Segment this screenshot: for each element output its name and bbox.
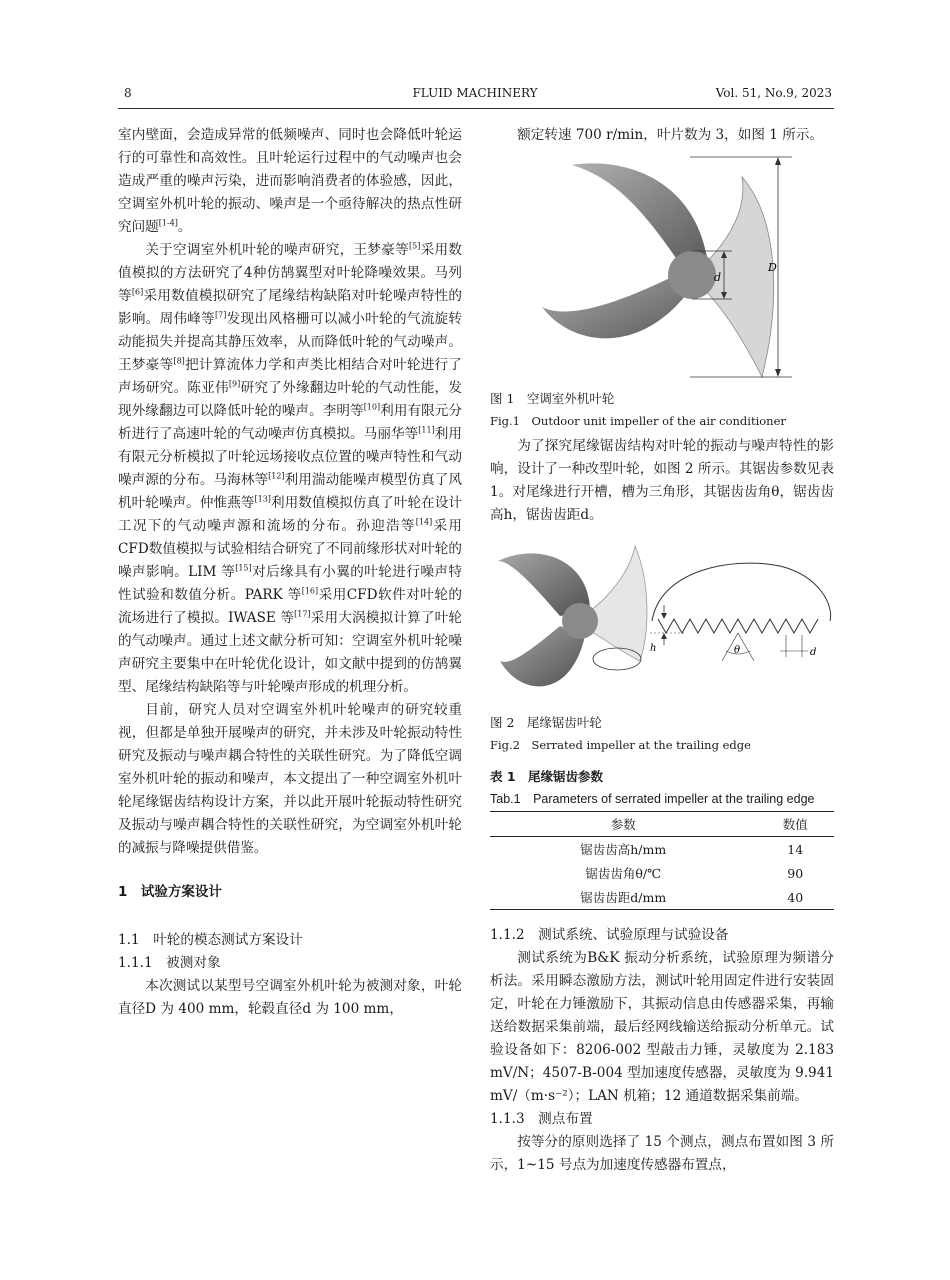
citation-ref: [13] xyxy=(254,494,271,504)
text-segment: 对后缘具有小翼的叶轮进行噪声特性试验和数值分析。PARK 等 xyxy=(118,564,463,603)
paragraph-1: 室内壁面，会造成异常的低频噪声、同时也会降低叶轮运行的可靠性和高效性。且叶轮运行过程中的气动噪声也会造成严重的噪声污染，进而影响消费者的体验感，因此，空调室外机叶轮的振动、噪声是一个亟待解决的热点性研究问题[1-4]。 xyxy=(118,127,462,235)
table-row: 锯齿齿角θ/℃ 90 xyxy=(585,865,804,881)
text-segment: 发现出风格栅可以减小叶轮的气流旋转动能损失并提高其静压效率，从而降低叶轮的气动噪声。王梦豪等 xyxy=(118,311,463,373)
paragraph-r4: 按等分的原则选择了 15 个测点，测点布置如图 3 所示，1~15 号点为加速度传感器布置点， xyxy=(490,1134,834,1173)
figure-1-caption-cn: 图 1 空调室外机叶轮 xyxy=(490,391,615,406)
text-segment: 利用数值模拟仿真了叶轮在设计工况下的气动噪声源和流场的分布。孙迎浩等 xyxy=(118,495,463,534)
label-hub-d: d xyxy=(714,271,722,284)
section-1-1-heading: 1.1 叶轮的模态测试方案设计 xyxy=(118,932,303,948)
right-column xyxy=(490,124,834,1177)
paragraph-2 xyxy=(118,239,462,699)
citation-ref: [16] xyxy=(301,586,319,596)
paragraph-r1: 额定转速 700 r/min，叶片数为 3，如图 1 所示。 xyxy=(517,127,824,143)
table-header-row xyxy=(490,812,834,837)
table-row: 锯齿齿距d/mm 40 xyxy=(490,885,834,910)
text-segment: 利用有限元分析进行了高速叶轮的气动噪声仿真模拟。马丽华等 xyxy=(118,403,463,442)
header-rule xyxy=(118,108,834,109)
citation-ref: [8] xyxy=(173,356,185,366)
journal-title: FLUID MACHINERY xyxy=(412,86,538,100)
figure-1-impeller xyxy=(532,147,792,387)
citation-ref: [11] xyxy=(418,425,435,435)
text-segment: 把计算流体力学和声类比相结合对叶轮进行了声场研究。陈亚伟 xyxy=(118,357,463,396)
text-segment: 采用CFD软件对叶轮的流场进行了模拟。IWASE 等 xyxy=(118,587,462,626)
section-1-heading: 1 试验方案设计 xyxy=(118,884,222,900)
table-header-value: 数值 xyxy=(782,816,808,832)
blade-top xyxy=(572,163,707,267)
table-1-title-en: Tab.1 Parameters of serrated impeller at the trailing edge xyxy=(490,792,815,806)
citation-ref: [10] xyxy=(363,402,381,412)
figure-2-serrated-impeller xyxy=(490,541,834,701)
table-1 xyxy=(490,811,834,910)
text-segment: 采用大涡模拟计算了叶轮的气动噪声。通过上述文献分析可知：空调室外机叶轮噪声研究主要集中在叶轮优化设计，如文献中提到的仿鹄翼型、尾缘结构缺陷等与叶轮噪声形成的机理分析。 xyxy=(118,610,462,695)
text-segment: 关于空调室外机叶轮的噪声研究，王梦豪等 xyxy=(145,242,409,258)
label-height-h: h xyxy=(650,643,657,654)
citation-ref: [17] xyxy=(294,609,311,619)
figure-1-caption-en: Fig.1 Outdoor unit impeller of the air conditioner xyxy=(490,414,786,428)
table-header-param: 参数 xyxy=(610,816,636,832)
page-number: 8 xyxy=(124,86,132,100)
left-column xyxy=(118,124,462,1021)
citation-ref: [14] xyxy=(415,517,433,527)
paragraph-3: 目前，研究人员对空调室外机叶轮噪声的研究较重视，但都是单独开展噪声的研究，并未涉及叶轮振动特性研究及振动与噪声耦合特性的关联性研究。为了降低空调室外机叶轮的振动和噪声，本文提出了一种空调室外机叶轮尾缘锯齿结构设计方案，并以此开展叶轮振动特性研究及振动与噪声耦合特性的关联性研究，为空调室外机叶轮的减振与降噪提供借鉴。 xyxy=(118,702,462,856)
paragraph-r2: 为了探究尾缘锯齿结构对叶轮的振动与噪声特性的影响，设计了一种改型叶轮，如图 2 所示。其锯齿参数见表 1。对尾缘进行开槽，槽为三角形，其锯齿齿角θ，锯齿齿高h，锯齿齿距d。 xyxy=(490,438,834,523)
section-1-1-1-heading: 1.1.1 被测对象 xyxy=(118,955,221,971)
text-segment: 研究了外缘翻边叶轮的气动性能，发现外缘翻边可以降低叶轮的噪声。李明等 xyxy=(118,380,463,419)
citation-ref: [5] xyxy=(409,241,421,251)
paragraph-r3: 测试系统为B&K 振动分析系统，试验原理为频谱分析法。采用瞬态激励方法，测试叶轮用固定件进行安装固定，叶轮在力锤激励下，其振动信息由传感器采集，再输送给数据采集前端，最后经网线输送给振动分析单元。试验设备如下：8206-002 型敲击力锤，灵敏度为 2.183 mV/N；4507-B-004 型加速度传感器，灵敏度为 9.941 mV/（m·s⁻²）；LAN 机箱；12 通道数据采集前端。 xyxy=(490,950,834,1104)
citation-ref: [9] xyxy=(228,379,241,389)
hub xyxy=(668,251,716,299)
text-segment: 采用数值模拟研究了尾缘结构缺陷对叶轮噪声特性的影响。周伟峰等 xyxy=(118,288,463,327)
text-segment: 采用数值模拟的方法研究了4种仿鹄翼型对叶轮降噪效果。马列等 xyxy=(118,242,462,304)
table-row: 锯齿齿高h/mm 14 xyxy=(580,841,804,857)
figure-2-caption-en: Fig.2 Serrated impeller at the trailing edge xyxy=(490,738,751,752)
section-1-1-2-heading: 1.1.2 测试系统、试验原理与试验设备 xyxy=(490,927,729,943)
label-angle-theta: θ xyxy=(734,645,741,656)
section-1-1-3-heading: 1.1.3 测点布置 xyxy=(490,1111,593,1127)
table-1-title-cn: 表 1 尾缘锯齿参数 xyxy=(490,769,604,784)
figure-2-caption-cn: 图 2 尾缘锯齿叶轮 xyxy=(490,715,602,730)
citation-ref: [7] xyxy=(215,310,227,320)
citation-ref: [6] xyxy=(131,287,144,297)
volume-info: Vol. 51, No.9, 2023 xyxy=(715,86,832,100)
label-pitch-d: d xyxy=(810,647,817,658)
text-segment: 利用有限元分析模拟了叶轮远场接收点位置的噪声特性和气动噪声源的分布。马海林等 xyxy=(118,426,463,488)
citation-ref: [15] xyxy=(235,563,252,573)
paragraph-4: 本次测试以某型号空调室外机叶轮为被测对象，叶轮直径D 为 400 mm，轮毂直径d 为 100 mm， xyxy=(118,978,462,1017)
text-segment: 利用湍动能噪声模型仿真了风机叶轮噪声。仲惟燕等 xyxy=(118,472,462,511)
text-segment: 采用CFD数值模拟与试验相结合研究了不同前缘形状对叶轮的噪声影响。LIM 等 xyxy=(118,518,462,580)
citation-ref: [12] xyxy=(268,471,285,481)
label-diameter-D: D xyxy=(768,261,777,274)
